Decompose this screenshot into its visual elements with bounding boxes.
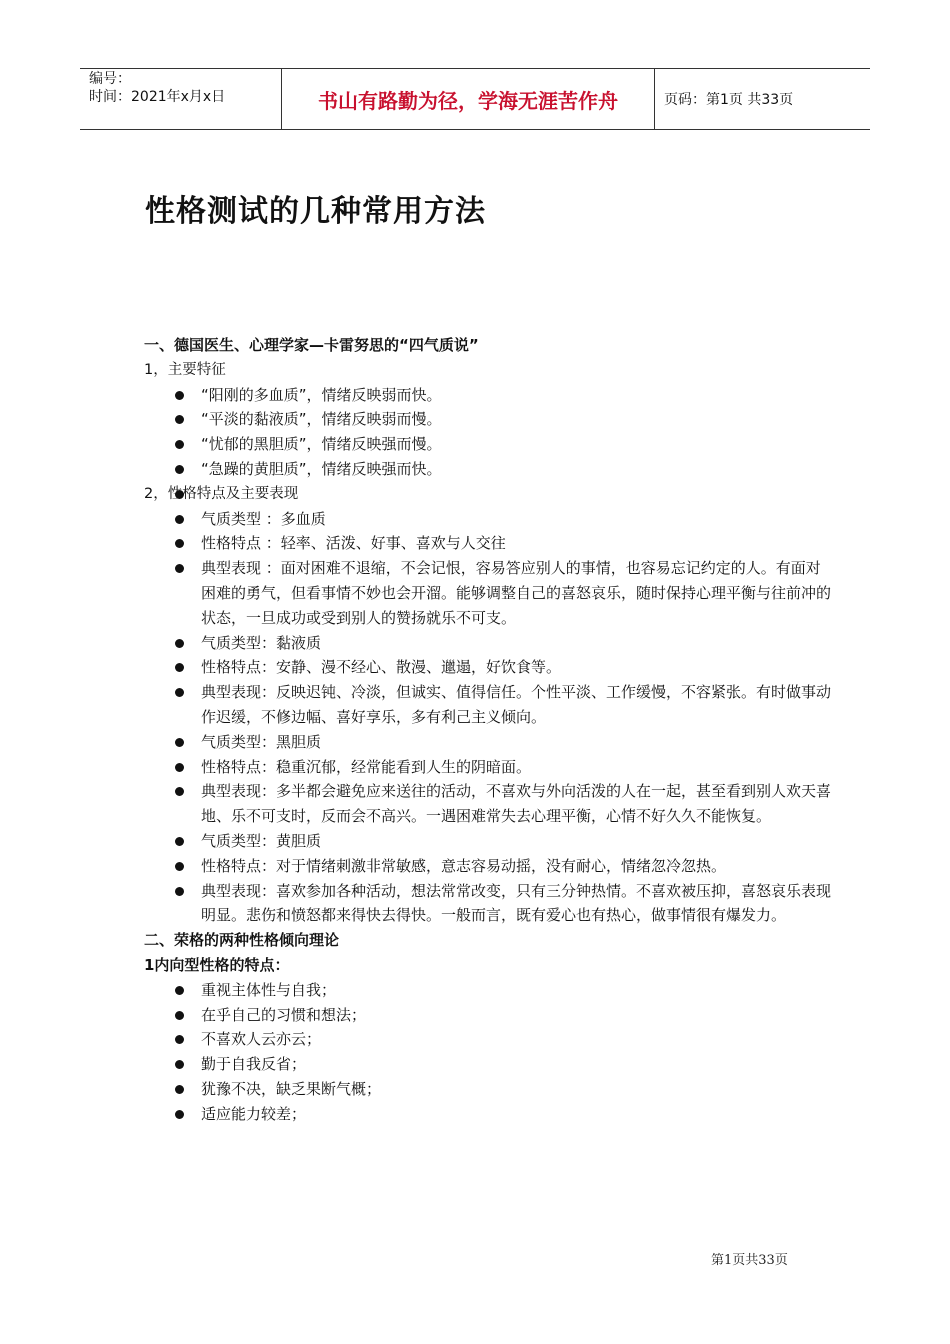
section-subheading: 2，性格特点及主要表现 (144, 485, 299, 502)
bullet-item: 性格特点：稳重沉郁，经常能看到人生的阴暗面。 (144, 755, 834, 780)
page-info: 页码：第1页 共33页 (664, 92, 794, 108)
section-heading: 1内向型性格的特点： (144, 955, 290, 974)
bullet-item: 典型表现 ：面对困难不退缩，不会记恨，容易答应别人的事情，也容易忘记约定的人。有面对困难的勇气，但看事情不妙也会开溜。能够调整自己的喜怒哀乐，随时保持心理平衡与往前冲的状态，一旦成功或受到别人的赞扬就乐不可支。 (144, 556, 834, 630)
bullet-item: 在乎自己的习惯和想法； (144, 1003, 834, 1028)
bullet-item: “忧郁的黑胆质”，情绪反映强而慢。 (144, 432, 834, 457)
bullet-item: 重视主体性与自我； (144, 978, 834, 1003)
bullet-item: 气质类型：黄胆质 (144, 829, 834, 854)
header-meta (80, 69, 280, 129)
bullet-item: 性格特点 ：轻率、活泼、好事、喜欢与人交往 (144, 531, 834, 556)
bullet-item: 典型表现：反映迟钝、冷淡，但诚实、值得信任。个性平淡、工作缓慢，不容紧张。有时做事动作迟缓，不修边幅、喜好享乐，多有利己主义倾向。 (144, 680, 834, 730)
bullet-item: 犹豫不决，缺乏果断气概； (144, 1077, 834, 1102)
time-label: 时间：2021年x月x日 (89, 89, 226, 105)
bullet-item: 气质类型：黑胆质 (144, 730, 834, 755)
document-title: 性格测试的几种常用方法 (145, 194, 486, 229)
bullet-item: “平淡的黏液质”，情绪反映弱而慢。 (144, 407, 834, 432)
header-page-cell (655, 69, 870, 129)
bullet-item: 勤于自我反省； (144, 1052, 834, 1077)
bullet-item: 性格特点：安静、漫不经心、散漫、邋遢，好饮食等。 (144, 655, 834, 680)
bullet-item: 典型表现：多半都会避免应来送往的活动，不喜欢与外向活泼的人在一起，甚至看到别人欢天喜地、乐不可支时，反而会不高兴。一遇困难常失去心理平衡，心情不好久久不能恢复。 (144, 779, 834, 829)
document-body (144, 333, 834, 1127)
section-subheading: 1，主要特征 (144, 361, 226, 378)
header-table (80, 68, 870, 130)
bullet-item: 适应能力较差； (144, 1102, 834, 1127)
header-motto-cell (281, 69, 655, 129)
bullet-item: 典型表现：喜欢参加各种活动，想法常常改变，只有三分钟热情。不喜欢被压抑，喜怒哀乐表现明显。悲伤和愤怒都来得快去得快。一般而言，既有爱心也有热心，做事情很有爆发力。 (144, 879, 834, 929)
section-heading: 二、荣格的两种性格倾向理论 (144, 931, 340, 950)
page-footer: 第1页共33页 (711, 1253, 788, 1268)
motto: 书山有路勤为径，学海无涯苦作舟 (318, 88, 618, 113)
bullet-item: 气质类型 ：多血质 (144, 507, 834, 532)
bullet-item: 不喜欢人云亦云； (144, 1027, 834, 1052)
bullet-item: 气质类型：黏液质 (144, 631, 834, 656)
bullet-item: “急躁的黄胆质”，情绪反映强而快。 (144, 457, 834, 482)
number-label: 编号： (89, 71, 131, 87)
bullet-item: “阳刚的多血质”，情绪反映弱而快。 (144, 383, 834, 408)
section-heading: 一、德国医生、心理学家—卡雷努思的“四气质说” (144, 336, 479, 354)
bullet-item: 性格特点：对于情绪刺激非常敏感，意志容易动摇，没有耐心，情绪忽冷忽热。 (144, 854, 834, 879)
